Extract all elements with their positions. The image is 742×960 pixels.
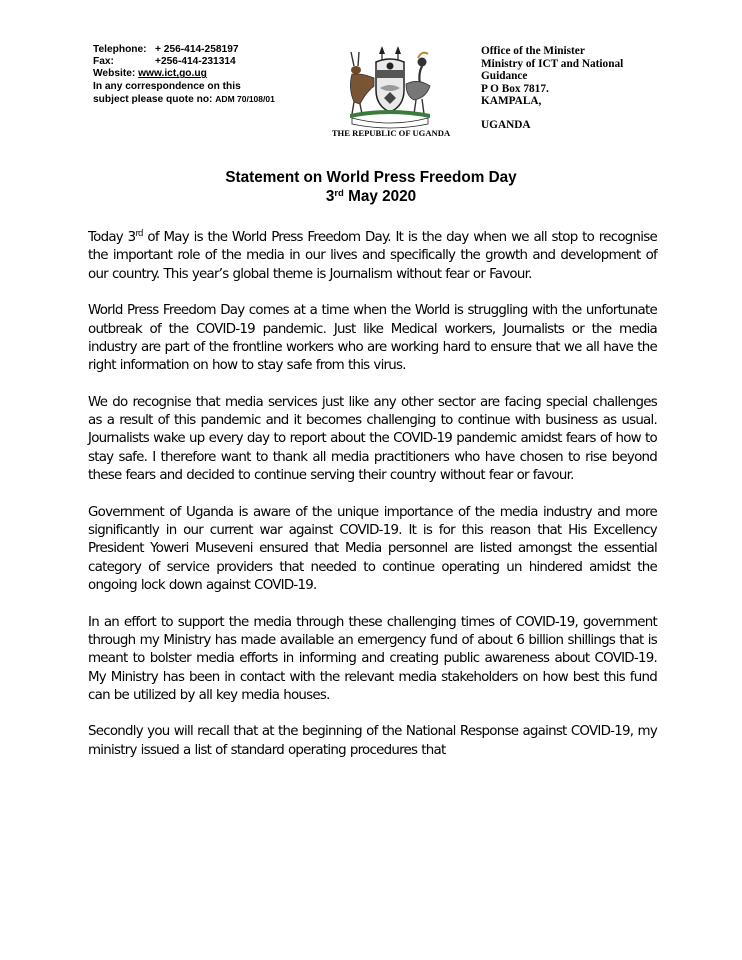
paragraph-6: Secondly you will recall that at the beginning of the National Response against COVID-19, my ministry issued a list of standard operating procedures that xyxy=(88,724,657,758)
telephone-value: + 256-414-258197 xyxy=(155,44,239,55)
p1-rest: of May is the World Press Freedom Day. It is the day when we all stop to recognise the important role of the media in our lives and specifically the growth and development of our country. This year’s global theme is Journalism without fear or Favour. xyxy=(88,230,657,282)
paragraph-3: We do recognise that media services just like any other sector are facing special challenges as a result of this pandemic and it becomes challenging to continue with business as usual. Journalists wake up every day to report about the COVID-19 pandemic amidst fears of how to stay safe. I therefore want to thank all media practitioners who have chosen to rise beyond these fears and decided to continue serving their country without fear or favour. xyxy=(88,394,657,484)
coat-of-arms-icon xyxy=(338,44,442,130)
reference-number: ADM 70/108/01 xyxy=(215,93,275,104)
statement-body xyxy=(88,229,657,778)
office-line: Ministry of ICT and National xyxy=(481,57,624,70)
date-day: 3 xyxy=(325,188,335,205)
title-line: Statement on World Press Freedom Day xyxy=(225,169,517,186)
office-country: UGANDA xyxy=(481,118,531,131)
paragraph-1 xyxy=(88,229,657,284)
date-suffix: rd xyxy=(334,188,344,199)
website-label: Website: xyxy=(93,68,136,80)
office-address xyxy=(481,45,623,132)
paragraph-4: Government of Uganda is aware of the unique importance of the media industry and more significantly in our current war against COVID-19. It is for this reason that His Excellency President Yoweri Museveni ensured that Media personnel are listed amongst the essential category of service providers that needed to continue operating un hindered amidst the ongoing lock down against COVID-19. xyxy=(88,504,657,593)
contact-block xyxy=(93,44,275,106)
correspondence-line-1: In any correspondence on this xyxy=(93,80,241,92)
website-row xyxy=(93,68,275,80)
telephone-label: Telephone: xyxy=(93,44,147,55)
office-line: Guidance xyxy=(481,70,528,83)
office-line: Office of the Minister xyxy=(481,45,585,57)
correspondence-text: subject please quote no: xyxy=(93,93,213,105)
website-link[interactable]: www.ict,go.ug xyxy=(138,68,207,80)
fax-label: Fax: xyxy=(93,56,114,68)
office-line: P O Box 7817. xyxy=(481,82,549,95)
statement-title xyxy=(0,168,742,206)
telephone-row xyxy=(93,44,275,56)
republic-caption: THE REPUBLIC OF UGANDA xyxy=(331,128,451,138)
correspondence-line-2 xyxy=(93,93,275,106)
fax-row xyxy=(93,56,275,68)
date-rest: May 2020 xyxy=(343,188,417,205)
fax-value: +256-414-231314 xyxy=(155,56,236,68)
paragraph-5: In an effort to support the media through these challenging times of COVID-19, government through my Ministry has made available an emergency fund of about 6 billion shillings that is meant to bolster media efforts in informing and creating public awareness about COVID-19. My Ministry has been in contact with the relevant media stakeholders on how best this fund can be utilized by all key media houses. xyxy=(88,614,657,703)
office-line: KAMPALA, xyxy=(481,95,542,108)
paragraph-2: World Press Freedom Day comes at a time when the World is struggling with the unfortunate outbreak of the COVID-19 pandemic. Just like Medical workers, Journalists or the media industry are part of the frontline workers who are working hard to ensure that we all have the right information on how to stay safe from this virus. xyxy=(88,303,657,374)
p1-start: Today 3 xyxy=(88,230,136,245)
title-date xyxy=(0,187,742,206)
p1-suffix: rd xyxy=(135,229,143,239)
